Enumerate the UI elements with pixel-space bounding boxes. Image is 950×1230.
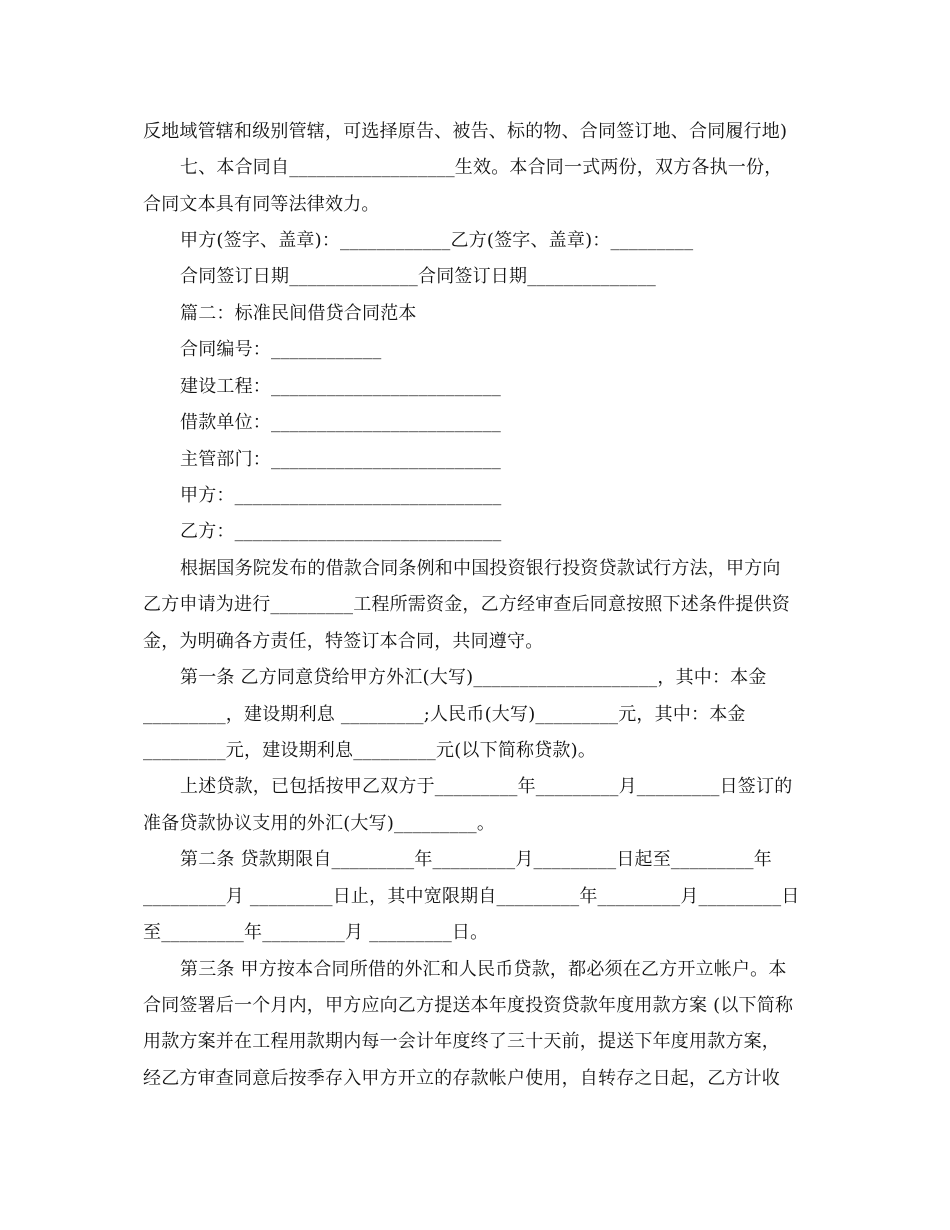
text-line: 第一条 乙方同意贷给甲方外汇(大写)____________________，其中：本金 xyxy=(180,667,767,688)
text-line: 甲方：_____________________________ xyxy=(180,485,502,506)
text-line: 用款方案并在工程用款期内每一会计年度终了三十天前，提送下年度用款方案， xyxy=(143,1031,780,1052)
text-line: 金，为明确各方责任，特签订本合同，共同遵守。 xyxy=(143,631,544,652)
text-line: 反地域管辖和级别管辖，可选择原告、被告、标的物、合同签订地、合同履行地) xyxy=(143,121,788,142)
text-line: 合同签署后一个月内，甲方应向乙方提送本年度投资贷款年度用款方案 (以下简称 xyxy=(143,995,794,1016)
text-line: 借款单位：_________________________ xyxy=(180,412,501,433)
text-line: 七、本合同自__________________生效。本合同一式两份，双方各执一份， xyxy=(180,157,783,178)
text-line: 准备贷款协议支用的外汇(大写)_________。 xyxy=(143,813,496,834)
text-line: 根据国务院发布的借款合同条例和中国投资银行投资贷款试行方法，甲方向 xyxy=(180,558,781,579)
text-line: 主管部门：_________________________ xyxy=(180,449,501,470)
text-line: 第二条 贷款期限自_________年_________月_________日起至_________年 xyxy=(180,849,772,870)
text-line: 乙方申请为进行_________工程所需资金，乙方经审查后同意按照下述条件提供资 xyxy=(143,594,790,615)
text-line: _________元，建设期利息_________元(以下简称贷款)。 xyxy=(143,740,597,761)
text-line: _________，建设期利息 _________;人民币(大写)_________元，其中：本金 xyxy=(143,704,746,725)
text-line: 乙方：_____________________________ xyxy=(180,521,502,542)
text-line: 甲方(签字、盖章)：____________乙方(签字、盖章)：_________ xyxy=(180,230,694,251)
text-line: 建设工程：_________________________ xyxy=(180,376,501,397)
text-line: 合同签订日期______________合同签订日期______________ xyxy=(180,266,656,287)
text-line: 至_________年_________月 _________日。 xyxy=(143,922,489,943)
text-line: 上述贷款，已包括按甲乙双方于_________年_________月_________日签订的 xyxy=(180,776,793,797)
section-heading: 篇二：标准民间借贷合同范本 xyxy=(180,303,417,324)
text-line: _________月 _________日止，其中宽限期自_________年_________月_________日 xyxy=(143,886,800,907)
text-line: 第三条 甲方按本合同所借的外汇和人民币贷款，都必须在乙方开立帐户。本 xyxy=(180,959,787,980)
text-line: 经乙方审查同意后按季存入甲方开立的存款帐户使用，自转存之日起，乙方计收 xyxy=(143,1068,780,1089)
text-line: 合同编号：____________ xyxy=(180,339,382,360)
text-line: 合同文本具有同等法律效力。 xyxy=(143,194,380,215)
